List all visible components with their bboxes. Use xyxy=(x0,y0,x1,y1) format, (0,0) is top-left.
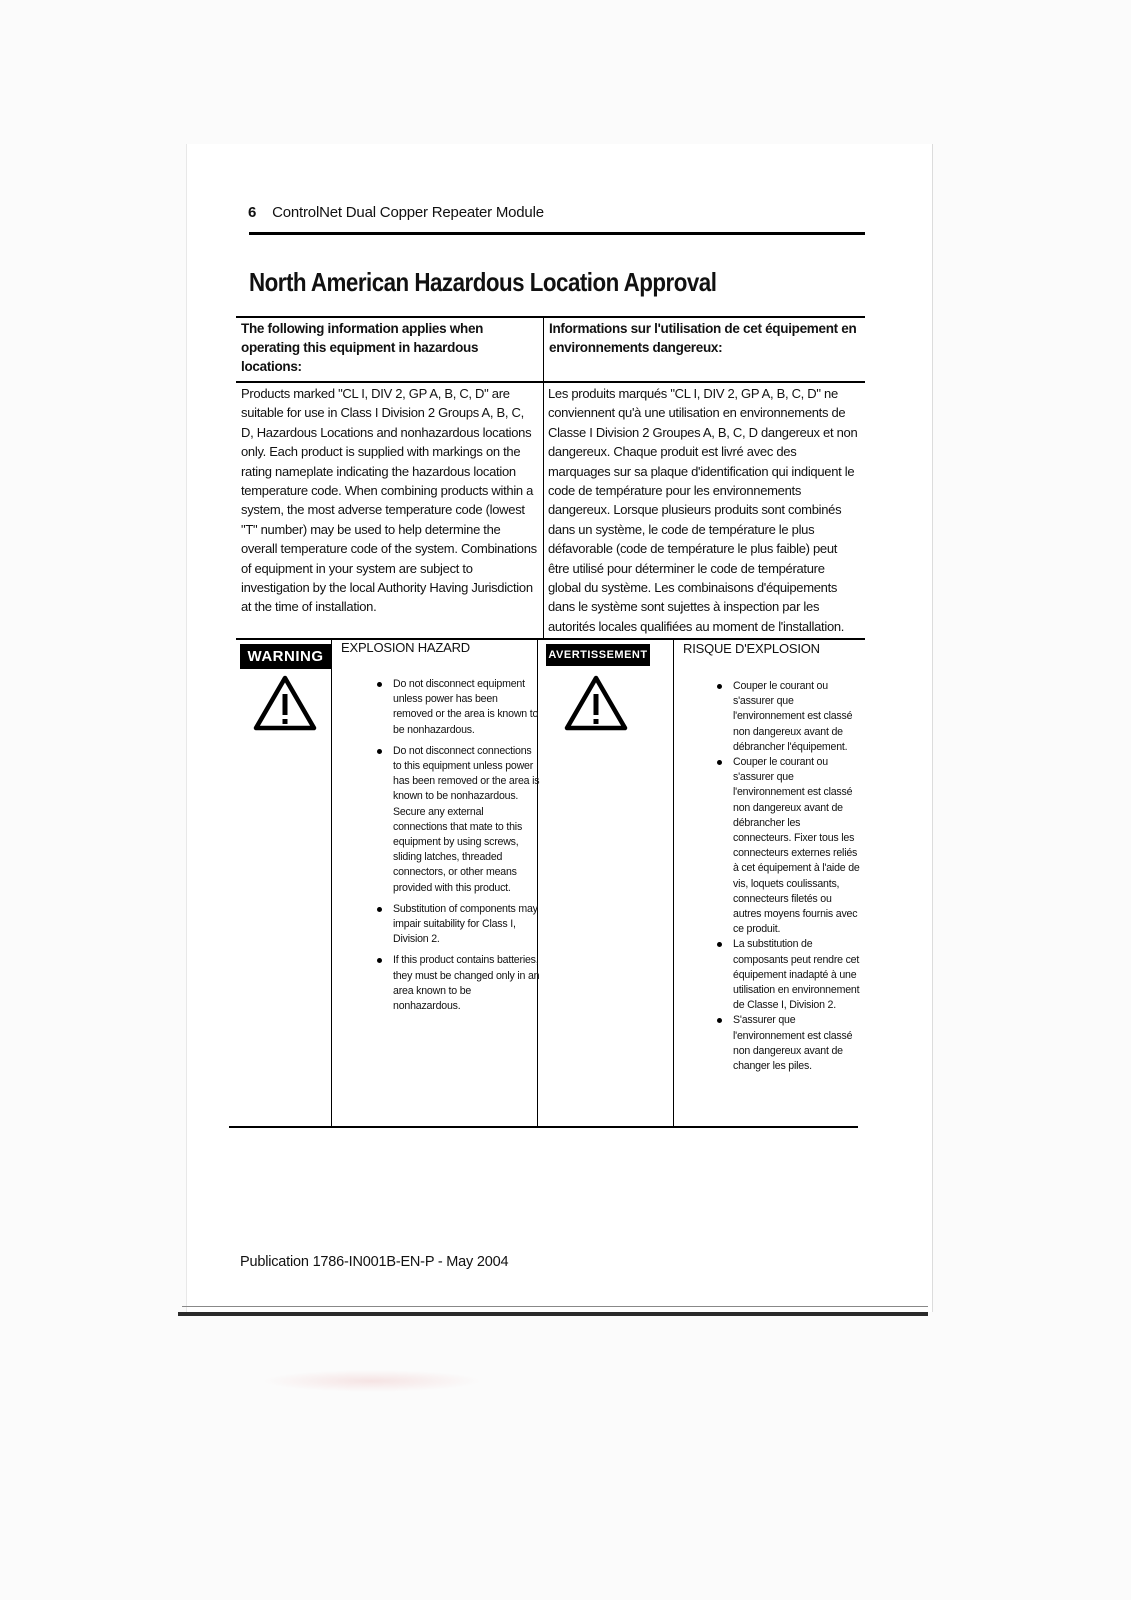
warning-triangle-icon xyxy=(253,675,317,731)
body-english: Products marked "CL I, DIV 2, GP A, B, C, D" are suitable for use in Class I Division 2 Groups A, B, C, D, Hazardous Locations and nonhazardous locations only. Each product is supplied with markings on the rating nameplate indicating the hazardous location temperature code. When combining products within a system, the most adverse temperature code (lowest "T" number) may be used to help determine the overall temperature code of the system. Combinations of equipment in your system are subject to investigation by the local Authority Having Jurisdiction at the time of installation. xyxy=(241,386,537,615)
section-title: North American Hazardous Location Approval xyxy=(249,267,717,297)
warning-badge: WARNING xyxy=(240,644,331,669)
avertissement-triangle-icon xyxy=(564,675,628,731)
risque-explosion-title: RISQUE D'EXPLOSION xyxy=(683,641,820,656)
table-divider-top xyxy=(543,316,544,640)
header-rule xyxy=(249,232,865,235)
table-bottom-rule xyxy=(229,1126,858,1128)
running-header xyxy=(248,204,544,221)
explosion-hazard-title: EXPLOSION HAZARD xyxy=(341,640,470,655)
warning-item: La substitution de composants peut rendre cet équipement inadapté à une utilisation en environnement de Classe I, Division 2. xyxy=(715,937,860,1013)
warning-item: If this product contains batteries, they must be changed only in an area known to be nonhazardous. xyxy=(375,953,540,1014)
table-top-rule xyxy=(236,316,865,318)
warning-fr-divider xyxy=(673,639,674,1127)
warning-item: Do not disconnect equipment unless power has been removed or the area is known to be nonhazardous. xyxy=(375,677,540,738)
warning-item: Couper le courant ou s'assurer que l'environnement est classé non dangereux avant de débrancher l'équipement. xyxy=(715,679,860,755)
page-edge-shadow xyxy=(182,1306,928,1307)
warning-item: Substitution of components may impair suitability for Class I, Division 2. xyxy=(375,902,540,948)
heading-english: The following information applies when operating this equipment in hazardous locations: xyxy=(241,321,484,374)
table-head-rule xyxy=(236,381,865,383)
publication-footer: Publication 1786-IN001B-EN-P - May 2004 xyxy=(240,1254,509,1270)
avertissement-badge: AVERTISSEMENT xyxy=(546,644,650,666)
page-number: 6 xyxy=(248,204,257,221)
warning-item: Do not disconnect connections to this equipment unless power has been removed or the area is known to be nonhazardous. Secure any external connections that mate to this equipment by using screws, sliding latches, threaded connectors, or other means provided with this product. xyxy=(375,744,540,896)
page-bottom-edge xyxy=(178,1312,928,1316)
scan-smudge xyxy=(262,1370,482,1392)
warning-item: Couper le courant ou s'assurer que l'environnement est classé non dangereux avant de débrancher les connecteurs. Fixer tous les connecteurs externes reliés à cet équipement à l'aide de vis, loquets coulissants, connecteurs filetés ou autres moyens fournis avec ce produit. xyxy=(715,755,860,937)
heading-french: Informations sur l'utilisation de cet équipement en environnements dangereux: xyxy=(549,321,857,355)
warning-en-divider xyxy=(331,639,332,1127)
warning-list-french xyxy=(715,679,860,1074)
body-french: Les produits marqués "CL I, DIV 2, GP A, B, C, D" ne conviennent qu'à une utilisation en environnements de Classe I Division 2 Groupes A, B, C, D dangereux et non dangereux. Chaque produit est livré avec des marquages sur sa plaque d'identification qui indiquent le code de température pour les environnements dangereux. Lorsque plusieurs produits sont combinés dans un système, le code de température le plus défavorable (code de température le plus faible) peut être utilisé pour déterminer le code de température global du système. Les combinaisons d'équipements dans le système sont sujettes à inspection par les autorités locales qualifiées au moment de l'installation. xyxy=(548,386,858,634)
running-title: ControlNet Dual Copper Repeater Module xyxy=(272,204,544,221)
warning-list-english xyxy=(375,677,540,1020)
warning-item: S'assurer que l'environnement est classé non dangereux avant de changer les piles. xyxy=(715,1013,860,1074)
